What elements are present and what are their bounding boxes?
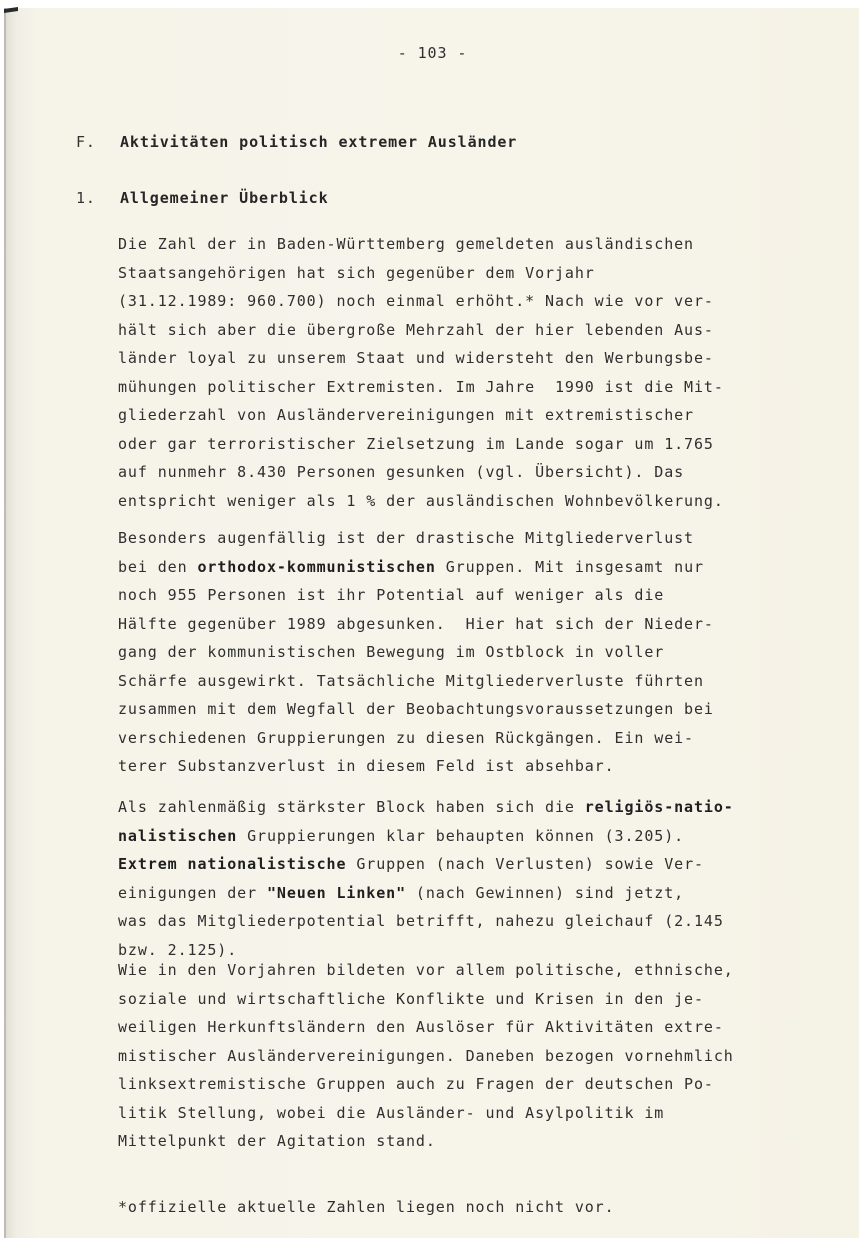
paragraph-communist-groups [118,524,818,781]
text-line: Besonders augenfällig ist der drastische Mitgliederverlust [118,529,694,547]
section-letter: F. [76,133,96,151]
text-line: hält sich aber die übergroße Mehrzahl der hier lebenden Aus- [118,320,714,339]
text-line: einigungen der "Neuen Linken" (nach Gewinnen) sind jetzt, [118,883,685,902]
text-line: Mittelpunkt der Agitation stand. [118,1132,436,1150]
subsection-number: 1. [76,189,96,207]
text-line: zusammen mit dem Wegfall der Beobachtungsvoraussetzungen bei [118,700,714,718]
emphasized-term: orthodox-kommunistischen [197,557,436,576]
paragraph-religious-nationalist [118,793,818,964]
emphasized-term: "Neuen Linken" [266,883,406,902]
text-line: Die Zahl der in Baden-Württemberg gemeldeten ausländischen [118,235,694,253]
footnote: *offizielle aktuelle Zahlen liegen noch nicht vor. [118,1198,615,1216]
text-line: oder gar terroristischer Zielsetzung im Lande sogar um 1.765 [118,434,714,453]
text-line: gliederzahl von Ausländervereinigungen mit extremistischer [118,406,694,424]
text-line: verschiedenen Gruppierungen zu diesen Rückgängen. Ein wei- [118,728,694,747]
section-title: Aktivitäten politisch extremer Ausländer [120,133,518,151]
emphasized-term: nalistischen [118,826,238,845]
text-line: Als zahlenmäßig stärkster Block haben sich die religiös-natio- [118,798,734,816]
text-line: weiligen Herkunftsländern den Auslöser für Aktivitäten extre- [118,1018,724,1036]
text-line: terer Substanzverlust in diesem Feld ist absehbar. [118,757,615,775]
emphasized-term: Extrem nationalistische [118,855,347,873]
text-line: auf nunmehr 8.430 Personen gesunken (vgl. Übersicht). Das [118,463,685,481]
text-line: mühungen politischer Extremisten. Im Jahre 1990 ist die Mit- [118,377,724,396]
text-line: was das Mitgliederpotential betrifft, nahezu gleichauf (2.145 [118,912,724,930]
paragraph-conflicts [118,956,818,1156]
text-line: soziale und wirtschaftliche Konflikte und Krisen in den je- [118,989,704,1008]
text-line: bei den orthodox-kommunistischen Gruppen. Mit insgesamt nur [118,557,704,576]
text-line: Extrem nationalistische Gruppen (nach Verlusten) sowie Ver- [118,855,704,873]
text-line: länder loyal zu unserem Staat und widersteht den Werbungsbe- [118,349,714,367]
text-line: Hälfte gegenüber 1989 abgesunken. Hier hat sich der Nieder- [118,614,714,633]
text-line: entspricht weniger als 1 % der ausländischen Wohnbevölkerung. [118,491,724,510]
text-line: Wie in den Vorjahren bildeten vor allem politische, ethnische, [118,961,734,979]
paragraph-overview [118,230,818,515]
text-line: (31.12.1989: 960.700) noch einmal erhöht.* Nach wie vor ver- [118,292,714,310]
text-line: noch 955 Personen ist ihr Potential auf weniger als die [118,586,665,604]
page-number: - 103 - [397,44,468,62]
text-line: Schärfe ausgewirkt. Tatsächliche Mitgliederverluste führten [118,671,704,690]
text-line: Staatsangehörigen hat sich gegenüber dem Vorjahr [118,263,595,282]
text-line: nalistischen Gruppierungen klar behaupten können (3.205). [118,826,685,845]
subsection-title: Allgemeiner Überblick [120,189,329,207]
text-line: litik Stellung, wobei die Ausländer- und Asylpolitik im [118,1103,665,1122]
document-page [4,8,859,1238]
emphasized-term: religiös-natio- [584,798,734,816]
text-line: linksextremistische Gruppen auch zu Fragen der deutschen Po- [118,1075,714,1093]
text-line: bzw. 2.125). [118,940,238,959]
text-line: gang der kommunistischen Bewegung im Ostblock in voller [118,643,665,661]
text-line: mistischer Ausländervereinigungen. Daneben bezogen vornehmlich [118,1046,734,1065]
